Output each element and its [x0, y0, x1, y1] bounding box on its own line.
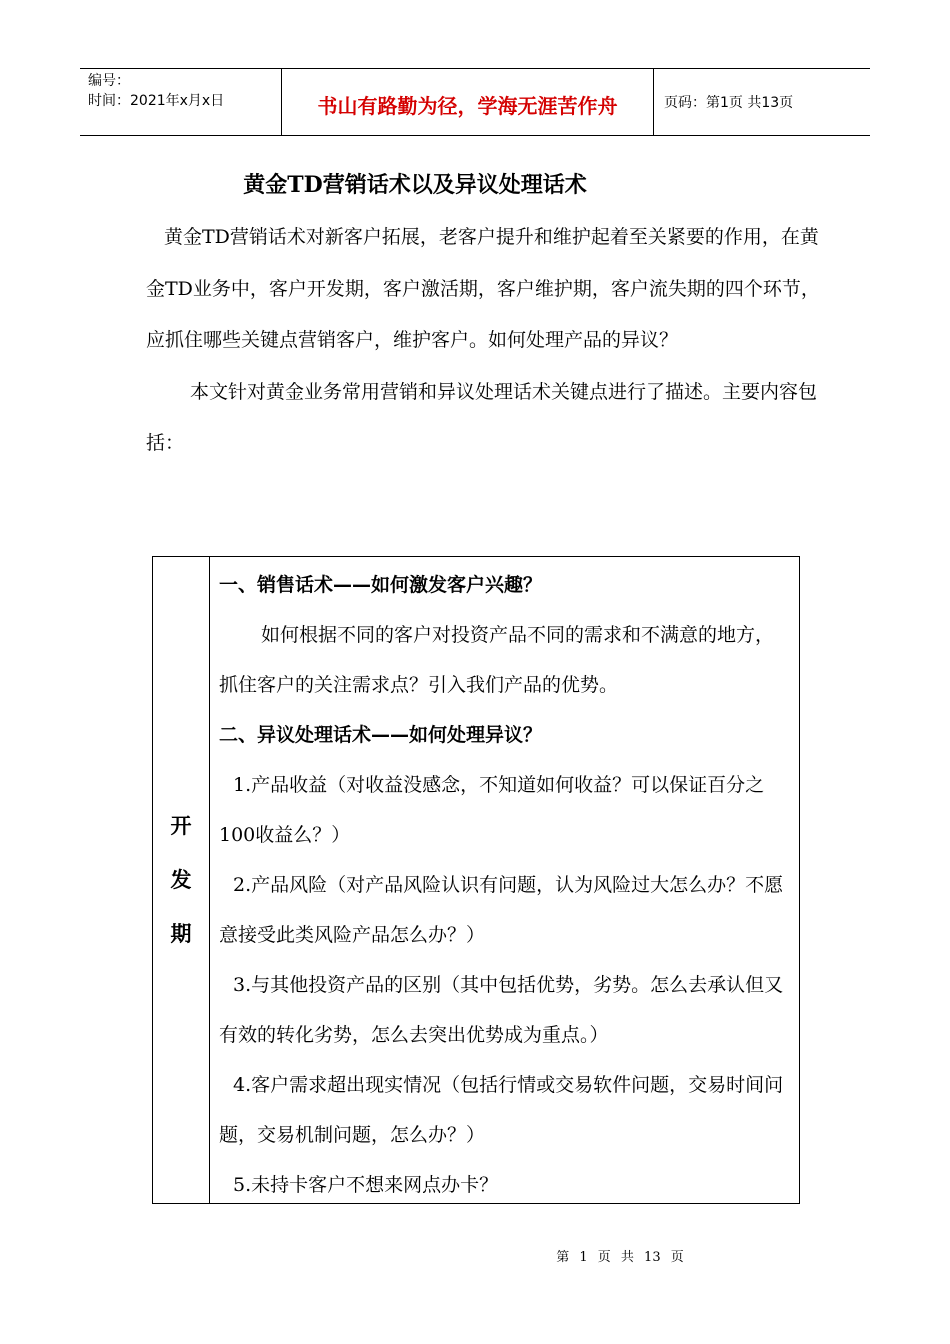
section2-heading: 二、异议处理话术——如何处理异议？: [219, 724, 543, 746]
objection-item: 5.未持卡客户不想来网点办卡？: [233, 1174, 499, 1196]
page-footer: 第 1 页 共 13 页: [556, 1250, 684, 1265]
header-page-info: 页码：第1页 共13页: [664, 95, 794, 111]
header-meta: [80, 69, 282, 135]
objection-item: 1.产品收益（对收益没感念，不知道如何收益？可以保证百分之100收益么？）: [219, 774, 765, 846]
page-header: [80, 68, 870, 136]
stage-label-char: 发: [170, 868, 192, 892]
content-table: [152, 556, 800, 1204]
intro-paragraph-2: 本文针对黄金业务常用营销和异议处理话术关键点进行了描述。主要内容包括：: [146, 380, 818, 454]
stage-content: [210, 557, 799, 1203]
stage-label: [153, 557, 210, 1203]
objection-item: 2.产品风险（对产品风险认识有问题，认为风险过大怎么办？不愿意接受此类风险产品怎么办？）: [219, 874, 784, 946]
intro-paragraph-1: 黄金TD营销话术对新客户拓展，老客户提升和维护起着至关紧要的作用，在黄金TD业务中，客户开发期，客户激活期，客户维护期，客户流失期的四个环节，应抓住哪些关键点营销客户，维护客户。如何处理产品的异议？: [146, 226, 820, 351]
header-motto: 书山有路勤为径，学海无涯苦作舟: [282, 69, 654, 135]
objection-item: 3.与其他投资产品的区别（其中包括优势，劣势。怎么去承认但又有效的转化劣势，怎么去突出优势成为重点。）: [219, 974, 784, 1046]
number-label: 编号：: [88, 73, 130, 89]
stage-label-char: 开: [170, 814, 192, 838]
document-title: 黄金TD营销话术以及异议处理话术: [243, 172, 587, 198]
section1-heading: 一、销售话术——如何激发客户兴趣？: [219, 574, 543, 596]
time-label: 时间：2021年x月x日: [88, 93, 225, 109]
section1-body: 如何根据不同的客户对投资产品不同的需求和不满意的地方，抓住客户的关注需求点？引入我们产品的优势。: [219, 624, 775, 696]
intro-section: [146, 212, 826, 470]
objection-item: 4.客户需求超出现实情况（包括行情或交易软件问题，交易时间问题，交易机制问题，怎么办？）: [219, 1074, 784, 1146]
stage-label-char: 期: [170, 922, 192, 946]
